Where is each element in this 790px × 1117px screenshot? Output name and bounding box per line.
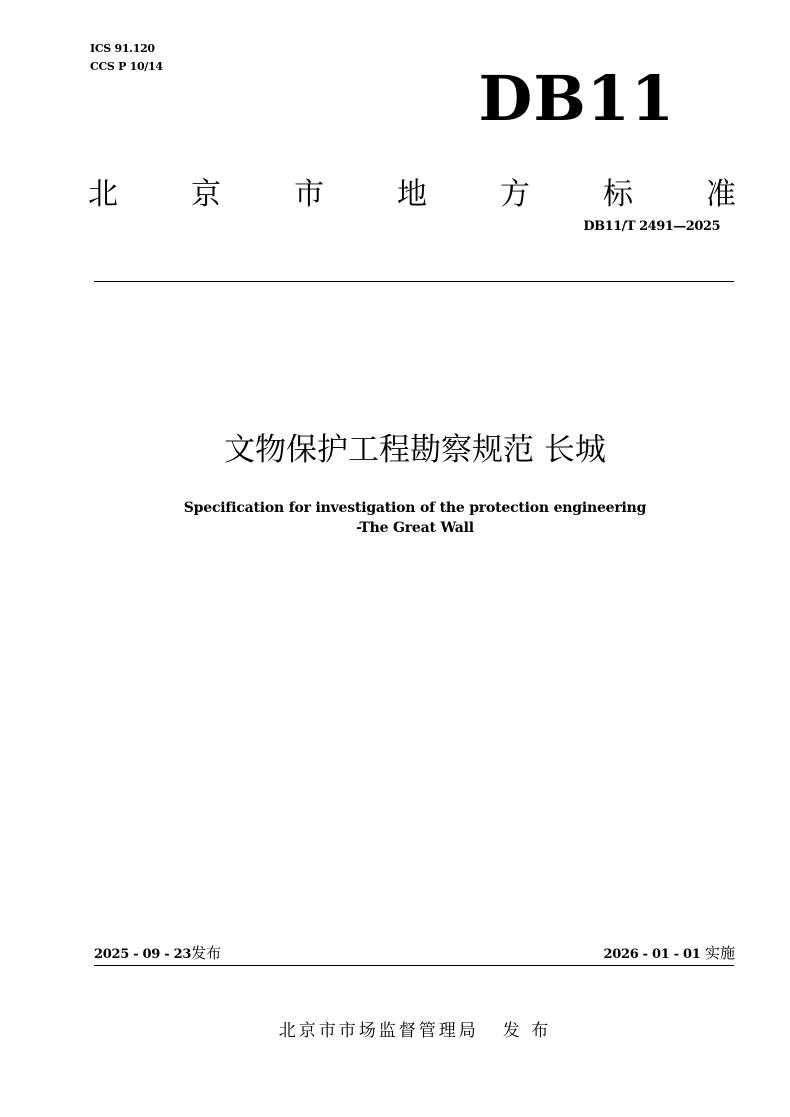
standard-type-char: 京 [191,177,221,212]
bottom-divider [94,965,734,966]
implementation-date-block [603,942,735,966]
publisher-line [95,1018,735,1044]
standard-type-char: 方 [500,177,530,212]
standard-type [88,172,736,218]
issue-date: 2025 - 09 - 23 [94,947,192,962]
standard-type-char: 准 [706,177,736,212]
ics-code: ICS 91.120 [90,42,155,55]
ccs-code: CCS P 10/14 [90,60,163,73]
document-title-cn: 文物保护工程勘察规范 长城 [224,432,606,468]
standard-type-char: 标 [603,177,633,212]
publisher-name: 北京市市场监督管理局 [278,1021,479,1041]
publisher-action: 发 布 [502,1021,552,1041]
title-en-line2: -The Great Wall [356,520,474,536]
implementation-label: 实施 [704,944,735,962]
top-divider [94,281,734,282]
issue-label: 发布 [191,944,222,962]
standard-number: DB11/T 2491—2025 [583,219,720,234]
issue-date-block [94,942,221,966]
standard-type-char: 北 [88,177,118,212]
standard-logo: DB11 [478,62,675,135]
document-title-en [95,498,735,538]
title-en-line1: Specification for investigation of the protection engineering [183,500,647,516]
standard-type-char: 地 [397,177,427,212]
classification-codes [90,40,163,76]
implementation-date: 2026 - 01 - 01 [603,947,701,962]
standard-type-char: 市 [294,177,324,212]
